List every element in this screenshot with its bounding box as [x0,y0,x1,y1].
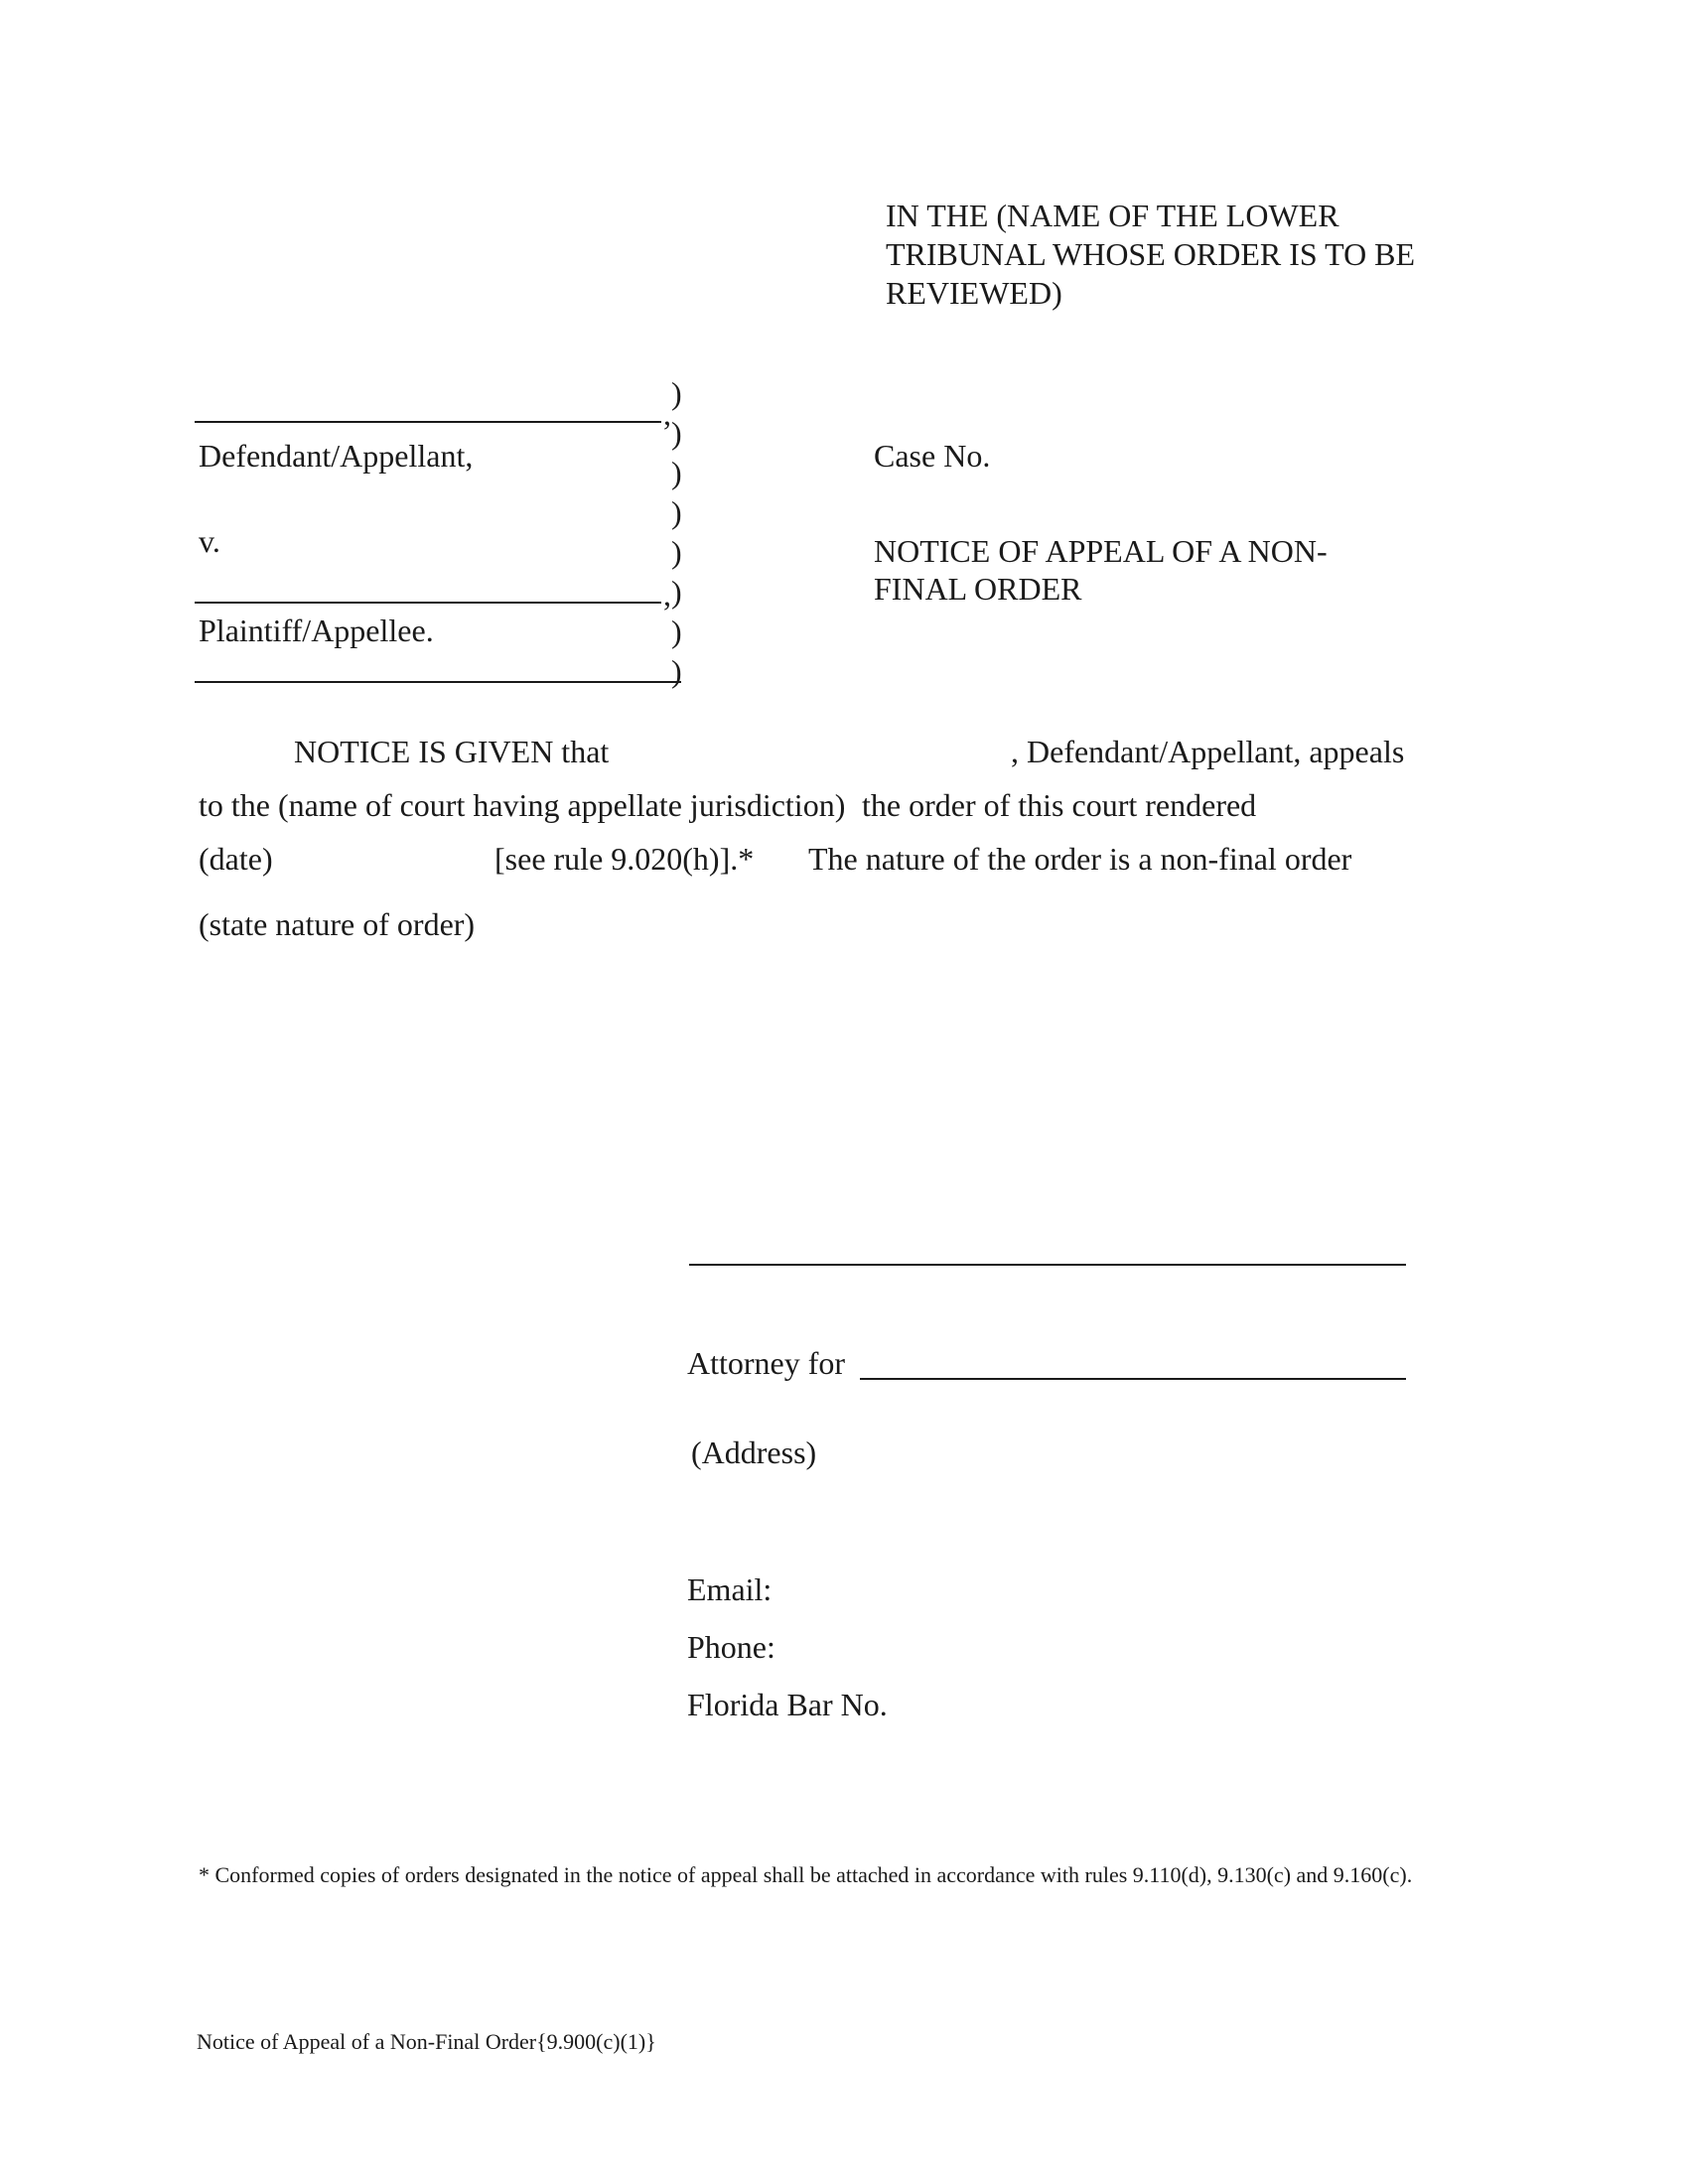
order-rendered-text: the order of this court rendered [862,787,1257,823]
paren: ) [671,574,682,610]
phone-label: Phone: [687,1629,775,1665]
case-number-label: Case No. [874,438,991,474]
rule-reference: [see rule 9.020(h)].* [494,841,755,877]
attorney-for-blank [860,1378,1406,1380]
paren: ) [671,415,682,451]
defendant-name-blank [195,421,661,423]
nature-of-order-text: The nature of the order is a non-final order [808,841,1352,877]
signature-line [689,1264,1406,1266]
appellate-court-placeholder: to the (name of court having appellate jurisdiction) [199,787,846,823]
versus-label: v. [199,523,220,559]
tribunal-line-1: IN THE (NAME OF THE LOWER [886,198,1339,233]
party-comma-2: , [663,577,671,613]
attorney-for-label: Attorney for [687,1345,846,1381]
notice-opening: NOTICE IS GIVEN that [294,734,610,769]
lower-tribunal-caption [886,197,1442,313]
plaintiff-appellee-label: Plaintiff/Appellee. [199,613,434,648]
date-placeholder: (date) [199,841,273,877]
email-label: Email: [687,1571,773,1607]
caption-bottom-rule [195,681,681,683]
defendant-appellant-label: Defendant/Appellant, [199,438,474,474]
address-placeholder: (Address) [691,1434,817,1470]
paren: ) [671,494,682,530]
paren: ) [671,653,682,689]
paren: ) [671,534,682,570]
tribunal-line-3: REVIEWED) [886,275,1062,311]
document-title [874,532,1328,608]
title-line-1: NOTICE OF APPEAL OF A NON- [874,533,1328,569]
state-nature-placeholder: (state nature of order) [199,906,476,942]
paren: ) [671,455,682,490]
tribunal-line-2: TRIBUNAL WHOSE ORDER IS TO BE [886,236,1416,272]
paren: ) [671,375,682,411]
caption-parentheses [671,374,682,692]
plaintiff-name-blank [195,602,661,604]
florida-bar-number-label: Florida Bar No. [687,1687,888,1722]
title-line-2: FINAL ORDER [874,571,1082,607]
paren: ) [671,614,682,649]
party-comma-1: , [663,396,671,432]
notice-defendant-appeals: , Defendant/Appellant, appeals [1011,734,1405,769]
form-footer: Notice of Appeal of a Non-Final Order{9.900(c)(1)} [197,2029,656,2054]
footnote: * Conformed copies of orders designated in the notice of appeal shall be attached in accordance with rules 9.110(d), 9.130(c) and 9.160(c). [199,1862,1413,1887]
